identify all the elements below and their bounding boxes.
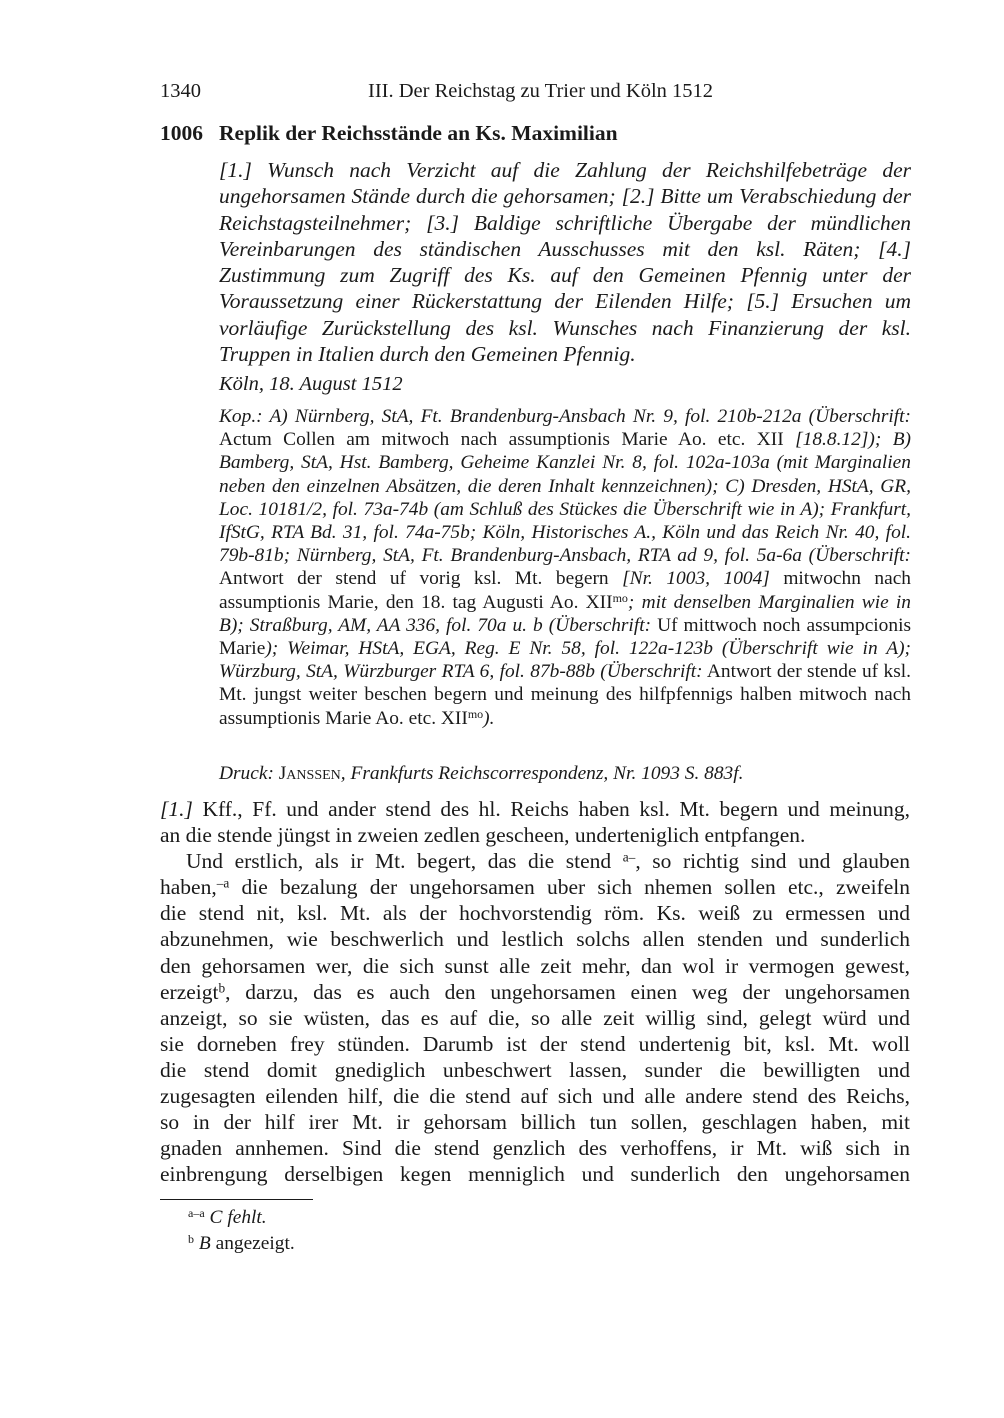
text-line: anzeigt, so sie wüsten, das es auf die, so alle zeit willig sind, gelegt würd und bbox=[160, 1005, 910, 1030]
footnotes bbox=[188, 1205, 295, 1257]
text-line: den gehorsamen wer, die sich sunst alle zeit mehr, dan wol ir vermogen gewest, bbox=[160, 953, 910, 978]
footnote-marker: –a bbox=[216, 875, 230, 891]
document-title: Replik der Reichsstände an Ks. Maximilian bbox=[219, 121, 618, 145]
text-line: erzeigt$^b$, darzu, das es auch den ungehorsamen einen weg der ungehorsamen bbox=[160, 979, 910, 1004]
text-line: gnaden annhemen. Sind die stend genzlich des verhoffens, ir Mt. wiß sich in bbox=[160, 1136, 910, 1161]
text-line: einbrengung derselbigen kegen menniglich und sunderlich den ungehorsamen bbox=[160, 1162, 910, 1187]
author-name: Janssen bbox=[278, 763, 341, 784]
text-line: haben,$^{-a}$ die bezalung der ungehorsamen uber sich nhemen sollen etc., zweifeln bbox=[160, 875, 910, 900]
footnote-marker: b bbox=[218, 980, 226, 995]
regest: [1.] Wunsch nach Verzicht auf die Zahlung der Reichshilfebeträge der ungehorsamen Stände durch die gehorsamen; [2.] Bitte um Verabschiedung der Reichstagsteilnehmer; [3.] Baldige schriftliche Übergabe der mündlichen Vereinbarungen des ständischen Ausschusses mit den ksl. Räten; [4.] Zustimmung zum Zugriff des Ks. auf den Gemeinen Pfennig unter der Voraussetzung einer Rückerstattung der Eilenden Hilfe; [5.] Ersuchen um vorläufige Zurückstellung des ksl. Wunsches nach Finanzierung der ksl. Truppen in Italien durch den Gemeinen Pfennig. bbox=[219, 158, 911, 367]
text-line: Und erstlich, als ir Mt. begert, das die stend $^{a-}$, so richtig sind und glauben bbox=[186, 849, 911, 874]
text-line: an die stende jüngst in zweien zedlen gescheen, underteniglich entpfangen. bbox=[160, 823, 806, 848]
text-line: sie dorneben frey stünden. Darumb ist der stend undertenig bit, ksl. Mt. woll bbox=[160, 1031, 910, 1056]
footnote-b: $^b$ B angezeigt. bbox=[188, 1232, 295, 1254]
footnote-marker: a– bbox=[622, 849, 636, 865]
document-heading bbox=[160, 121, 920, 146]
paragraph-marker: [1.] bbox=[160, 797, 193, 821]
main-text bbox=[160, 796, 910, 1187]
source-apparatus: Kop.: A) Nürnberg, StA, Ft. Brandenburg-Ansbach Nr. 9, fol. 210b-212a (Überschrift: Actum Collen am mitwoch nach assumptionis Marie Ao. etc. XII [18.8.12]); B) Bamberg, StA, Hst. Bamberg, Geheime Kanzlei Nr. 8, fol. 102a-103a (mit Marginalien neben den einzelnen Absätzen, die deren Inhalt kennzeichnen); C) Dresden, HStA, GR, Loc. 10181/2, fol. 73a-74b (am Schluß des Stückes die Überschrift wie in A); Frankfurt, IfStG, RTA Bd. 31, fol. 74a-75b; Köln, Historisches A., Köln und das Reich Nr. 40, fol. 79b-81b; Nürnberg, StA, Ft. Brandenburg-Ansbach, RTA ad 9, fol. 5a-6a (Überschrift: Antwort der stend uf vorig ksl. Mt. begern [Nr. 1003, 1004] mitwochn nach assumptionis Marie, den 18. tag Augusti Ao. $XII^{mo}$; mit denselben Marginalien wie in B); Straßburg, AM, AA 336, fol. 70a u. b (Überschrift: Uf mittwoch noch assumpcionis Marie); Weimar, HStA, EGA, Reg. E Nr. 58, fol. 122a-123b (Überschrift wie in A); Würzburg, StA, Würzburger RTA 6, fol. 87b-88b (Überschrift: Antwort der stende uf ksl. Mt. jungst weiter beschen begern und meinung des hilfpfennigs halben mitwoch nach assumptionis Marie Ao. etc. $XII^{mo}$). bbox=[219, 406, 912, 729]
page-number: 1340 bbox=[160, 80, 201, 102]
footnote-divider bbox=[160, 1199, 313, 1200]
footnote-mark: a–a bbox=[188, 1206, 205, 1220]
document-number: 1006 bbox=[160, 121, 203, 145]
text-line: [1.] Kff., Ff. und ander stend des hl. Reichs haben ksl. Mt. begern und meinung, bbox=[160, 797, 910, 821]
running-head bbox=[160, 80, 910, 110]
text-line: die stend domit gnediglich unbeschwert lassen, sunder die bewilligten und bbox=[160, 1057, 910, 1082]
text-line: so in der hilf irer Mt. ir gehorsam billich tun sollen, geschlagen haben, mit bbox=[160, 1110, 910, 1135]
footnote-a: $^{a-a}$ C fehlt. bbox=[188, 1206, 267, 1228]
date-place: Köln, 18. August 1512 bbox=[219, 373, 403, 395]
footnote-mark: b bbox=[188, 1232, 195, 1246]
running-title: III. Der Reichstag zu Trier und Köln 1512 bbox=[368, 80, 714, 102]
text-line: zugesagten eilenden hilf, die die stend auf sich und alle andere stend des Reichs, bbox=[160, 1084, 910, 1109]
print-reference: Druck: Janssen, Frankfurts Reichscorrespondenz, Nr. 1093 S. 883f. bbox=[219, 763, 744, 784]
text-line: abzunehmen, wie beschwerlich und lestlich solchs allen stenden und sunderlich bbox=[160, 927, 910, 952]
text-line: die stend nit, ksl. Mt. als der hochvorstendig röm. Ks. weiß zu ermessen und bbox=[160, 901, 910, 926]
